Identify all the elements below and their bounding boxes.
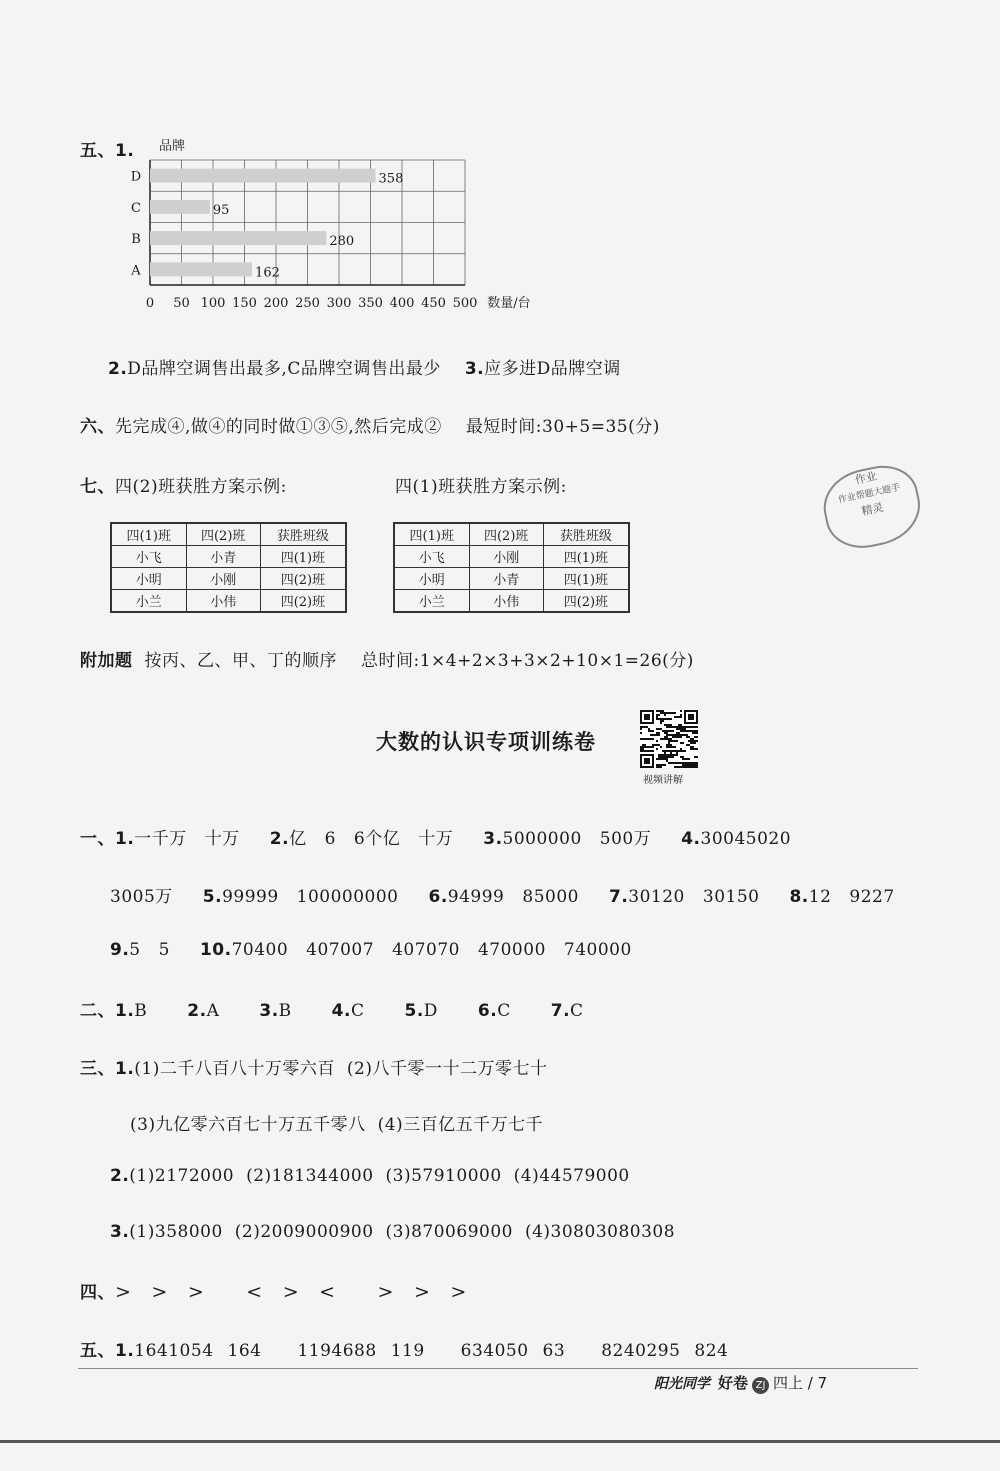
answer-value: 5 <box>158 940 170 960</box>
brand-bar-chart <box>70 130 550 320</box>
item-number: 7. <box>550 1001 571 1021</box>
bar-value-label: 162 <box>255 265 280 281</box>
answer-value: 1194688 <box>297 1341 377 1361</box>
x-tick-label: 50 <box>173 296 190 311</box>
x-tick-label: 0 <box>145 296 155 311</box>
item-number: 3. <box>259 1001 279 1021</box>
item-number: 6. <box>428 887 448 907</box>
answer-value: 5 <box>129 940 141 960</box>
answer-value: 740000 <box>563 940 632 960</box>
item-number: 7. <box>608 887 629 907</box>
answer-value: 十万 <box>418 829 454 849</box>
s3-part-2 <box>110 1166 630 1186</box>
x-tick-label: 350 <box>358 296 383 311</box>
table-row <box>111 590 346 613</box>
section-label: 二、 <box>80 1001 115 1021</box>
table-header: 四(1)班 <box>111 523 186 546</box>
item-number: 1. <box>115 1001 135 1021</box>
section-label: 五、 <box>80 1341 115 1361</box>
table-row <box>394 546 629 568</box>
table-cell: 小青 <box>469 568 543 590</box>
item-number: 3. <box>110 1222 130 1242</box>
item-number: 5. <box>404 1001 424 1021</box>
table-cell: 小刚 <box>186 568 260 590</box>
answer-value: 30045020 <box>700 829 792 849</box>
answer-value: D <box>423 1001 438 1021</box>
answer-value: 824 <box>694 1341 729 1361</box>
table-cell: 四(1)班 <box>543 546 629 568</box>
section-label: 一、 <box>80 829 115 849</box>
s1-row-1 <box>80 824 791 849</box>
homework-stamp: 作业 作业帮题大题手 精灵 <box>817 459 927 555</box>
table-header: 获胜班级 <box>260 523 346 546</box>
answer-value: 5000000 <box>502 829 582 849</box>
q5-label: 五、1. <box>80 141 135 161</box>
s1-row-3 <box>110 940 632 960</box>
item-number: 6. <box>477 1001 498 1021</box>
table-cell: 小飞 <box>111 546 186 568</box>
table-cell: 四(2)班 <box>543 590 629 613</box>
comparison-sign: > <box>450 1281 467 1303</box>
table-cell: 小明 <box>394 568 469 590</box>
x-tick-label: 400 <box>389 296 415 311</box>
answer-value: 8240295 <box>601 1341 681 1361</box>
bar <box>150 262 252 276</box>
q5-answer-2-3: 2.D品牌空调售出最多,C品牌空调售出最少 3.应多进D品牌空调 <box>108 359 621 379</box>
bar <box>150 169 376 183</box>
answer-value: C <box>350 1001 365 1021</box>
footer-rule <box>78 1368 918 1369</box>
section-title: 大数的认识专项训练卷 <box>376 730 596 754</box>
table-cell: 小刚 <box>469 546 543 568</box>
table-cell: 四(1)班 <box>543 568 629 590</box>
x-tick-label: 150 <box>232 296 257 311</box>
x-axis-label: 数量/台 <box>487 296 531 311</box>
page-footer <box>654 1372 827 1394</box>
item-number: 4. <box>681 829 701 849</box>
answer-value: B <box>278 1001 292 1021</box>
bar-value-label: 95 <box>212 202 230 218</box>
category-label: C <box>131 200 141 216</box>
qr-caption: 视频讲解 <box>643 775 683 786</box>
item-number: 1. <box>115 1341 135 1361</box>
q7-right-table <box>393 522 630 613</box>
category-label: A <box>131 263 141 279</box>
x-tick-label: 200 <box>263 296 289 311</box>
bar-value-label: 280 <box>329 234 355 250</box>
answer-value: 1641054 <box>134 1341 214 1361</box>
q7-right-title: 四(1)班获胜方案示例: <box>395 477 567 497</box>
table-cell: 四(1)班 <box>260 546 346 568</box>
item-number: 10. <box>199 940 232 960</box>
q7-left-table <box>110 522 347 613</box>
answer-value: C <box>570 1001 584 1021</box>
bonus-answer: 附加题 按丙、乙、甲、丁的顺序 总时间:1×4+2×3+3×2+10×1=26(分) <box>80 651 694 671</box>
q6-answer: 六、先完成④,做④的同时做①③⑤,然后完成② 最短时间:30+5=35(分) <box>80 417 660 437</box>
answer-value: 3005万 <box>110 887 173 907</box>
comparison-sign: > <box>115 1281 132 1303</box>
s3-part-1a: 三、1.(1)二千八百八十万零六百 (2)八千零一十二万零七十 <box>80 1059 548 1079</box>
item-number: 8. <box>789 887 809 907</box>
brand-logo: 阳光同学 <box>654 1376 710 1392</box>
item-number: 2. <box>187 1001 207 1021</box>
answer-value: (1)358000 <box>129 1222 223 1242</box>
answer-value: 6个亿 <box>353 829 401 849</box>
answer-value: (4)30803080308 <box>524 1222 676 1242</box>
x-tick-label: 250 <box>295 296 320 311</box>
answer-value: A <box>206 1001 220 1021</box>
item-number: 1. <box>115 829 135 849</box>
table-header: 四(2)班 <box>469 523 543 546</box>
answer-value: 30150 <box>702 887 760 907</box>
table-row <box>394 568 629 590</box>
table-row <box>111 546 346 568</box>
answer-value: 407070 <box>392 940 460 960</box>
bar <box>150 231 326 245</box>
answer-value: 70400 <box>231 940 289 960</box>
comparison-sign: < <box>319 1281 336 1303</box>
answer-value: 12 <box>808 887 832 907</box>
x-tick-label: 450 <box>421 296 446 311</box>
answer-value: B <box>134 1001 148 1021</box>
table-cell: 四(2)班 <box>260 590 346 613</box>
table-header: 四(1)班 <box>394 523 469 546</box>
comparison-sign: > <box>282 1281 300 1303</box>
bar-value-label: 358 <box>378 171 404 187</box>
answer-value: (4)44579000 <box>513 1166 630 1186</box>
category-label: B <box>131 232 141 248</box>
answer-value: (3)870069000 <box>385 1222 513 1242</box>
category-label: D <box>130 169 142 185</box>
answer-value: 100000000 <box>296 887 399 907</box>
answer-value: 470000 <box>477 940 546 960</box>
table-header-row <box>111 523 346 546</box>
edition-badge: ZJ <box>752 1377 769 1394</box>
qr-code-icon[interactable] <box>640 710 698 768</box>
answer-value: 85000 <box>522 887 579 907</box>
answer-value: 30120 <box>628 887 685 907</box>
item-number: 3. <box>483 829 503 849</box>
footer-good: 好卷 <box>718 1374 749 1392</box>
bottom-rule <box>0 1440 1000 1443</box>
q7-left-title: 七、四(2)班获胜方案示例: <box>80 477 287 497</box>
table-cell: 小青 <box>186 546 260 568</box>
answer-value: (2)2009000900 <box>234 1222 374 1242</box>
table-header: 获胜班级 <box>543 523 629 546</box>
s3-part-1b: (3)九亿零六百七十万五千零八 (4)三百亿五千万七千 <box>130 1115 544 1135</box>
answer-value: (2)181344000 <box>246 1166 374 1186</box>
page-number: 四上 / 7 <box>773 1374 828 1392</box>
table-cell: 小兰 <box>111 590 186 613</box>
answer-value: 634050 <box>460 1341 529 1361</box>
s2-answers <box>80 996 584 1021</box>
answer-value: 亿 <box>289 829 307 849</box>
table-cell: 小飞 <box>394 546 469 568</box>
table-cell: 小伟 <box>186 590 260 613</box>
answer-value: 164 <box>227 1341 262 1361</box>
table-row <box>394 590 629 613</box>
x-tick-label: 500 <box>452 296 478 311</box>
answer-value: (3)57910000 <box>385 1166 502 1186</box>
x-tick-label: 300 <box>326 296 352 311</box>
s5-answers <box>80 1336 728 1361</box>
table-cell: 四(2)班 <box>260 568 346 590</box>
bar <box>150 200 210 214</box>
item-number: 4. <box>331 1001 351 1021</box>
table-cell: 小伟 <box>469 590 543 613</box>
s1-row-2 <box>110 882 895 907</box>
answer-value: C <box>497 1001 511 1021</box>
answer-value: 99999 <box>222 887 279 907</box>
table-cell: 小明 <box>111 568 186 590</box>
comparison-sign: > <box>151 1281 168 1303</box>
s3-part-3 <box>110 1222 675 1242</box>
table-row <box>111 568 346 590</box>
item-number: 2. <box>110 1166 130 1186</box>
y-axis-label: 品牌 <box>158 139 186 154</box>
comparison-sign: < <box>246 1281 263 1303</box>
answer-value: 119 <box>390 1341 425 1361</box>
answer-value: 63 <box>542 1341 566 1361</box>
answer-value: 407007 <box>306 940 375 960</box>
comparison-sign: > <box>413 1281 431 1303</box>
item-number: 9. <box>110 940 130 960</box>
answer-value: 一千万 <box>134 829 187 849</box>
comparison-sign: > <box>377 1281 394 1303</box>
x-tick-label: 100 <box>200 296 226 311</box>
s4-comparisons <box>80 1278 467 1303</box>
answer-value: 9227 <box>849 887 895 907</box>
comparison-sign: > <box>187 1281 205 1303</box>
table-cell: 小兰 <box>394 590 469 613</box>
answer-value: 500万 <box>599 829 652 849</box>
item-number: 2. <box>269 829 290 849</box>
table-header: 四(2)班 <box>186 523 260 546</box>
answer-value: 94999 <box>447 887 505 907</box>
section-label: 四、 <box>80 1283 115 1303</box>
table-header-row <box>394 523 629 546</box>
answer-value: (1)2172000 <box>129 1166 235 1186</box>
answer-value: 6 <box>324 829 336 849</box>
item-number: 5. <box>202 887 223 907</box>
answer-value: 十万 <box>204 829 240 849</box>
